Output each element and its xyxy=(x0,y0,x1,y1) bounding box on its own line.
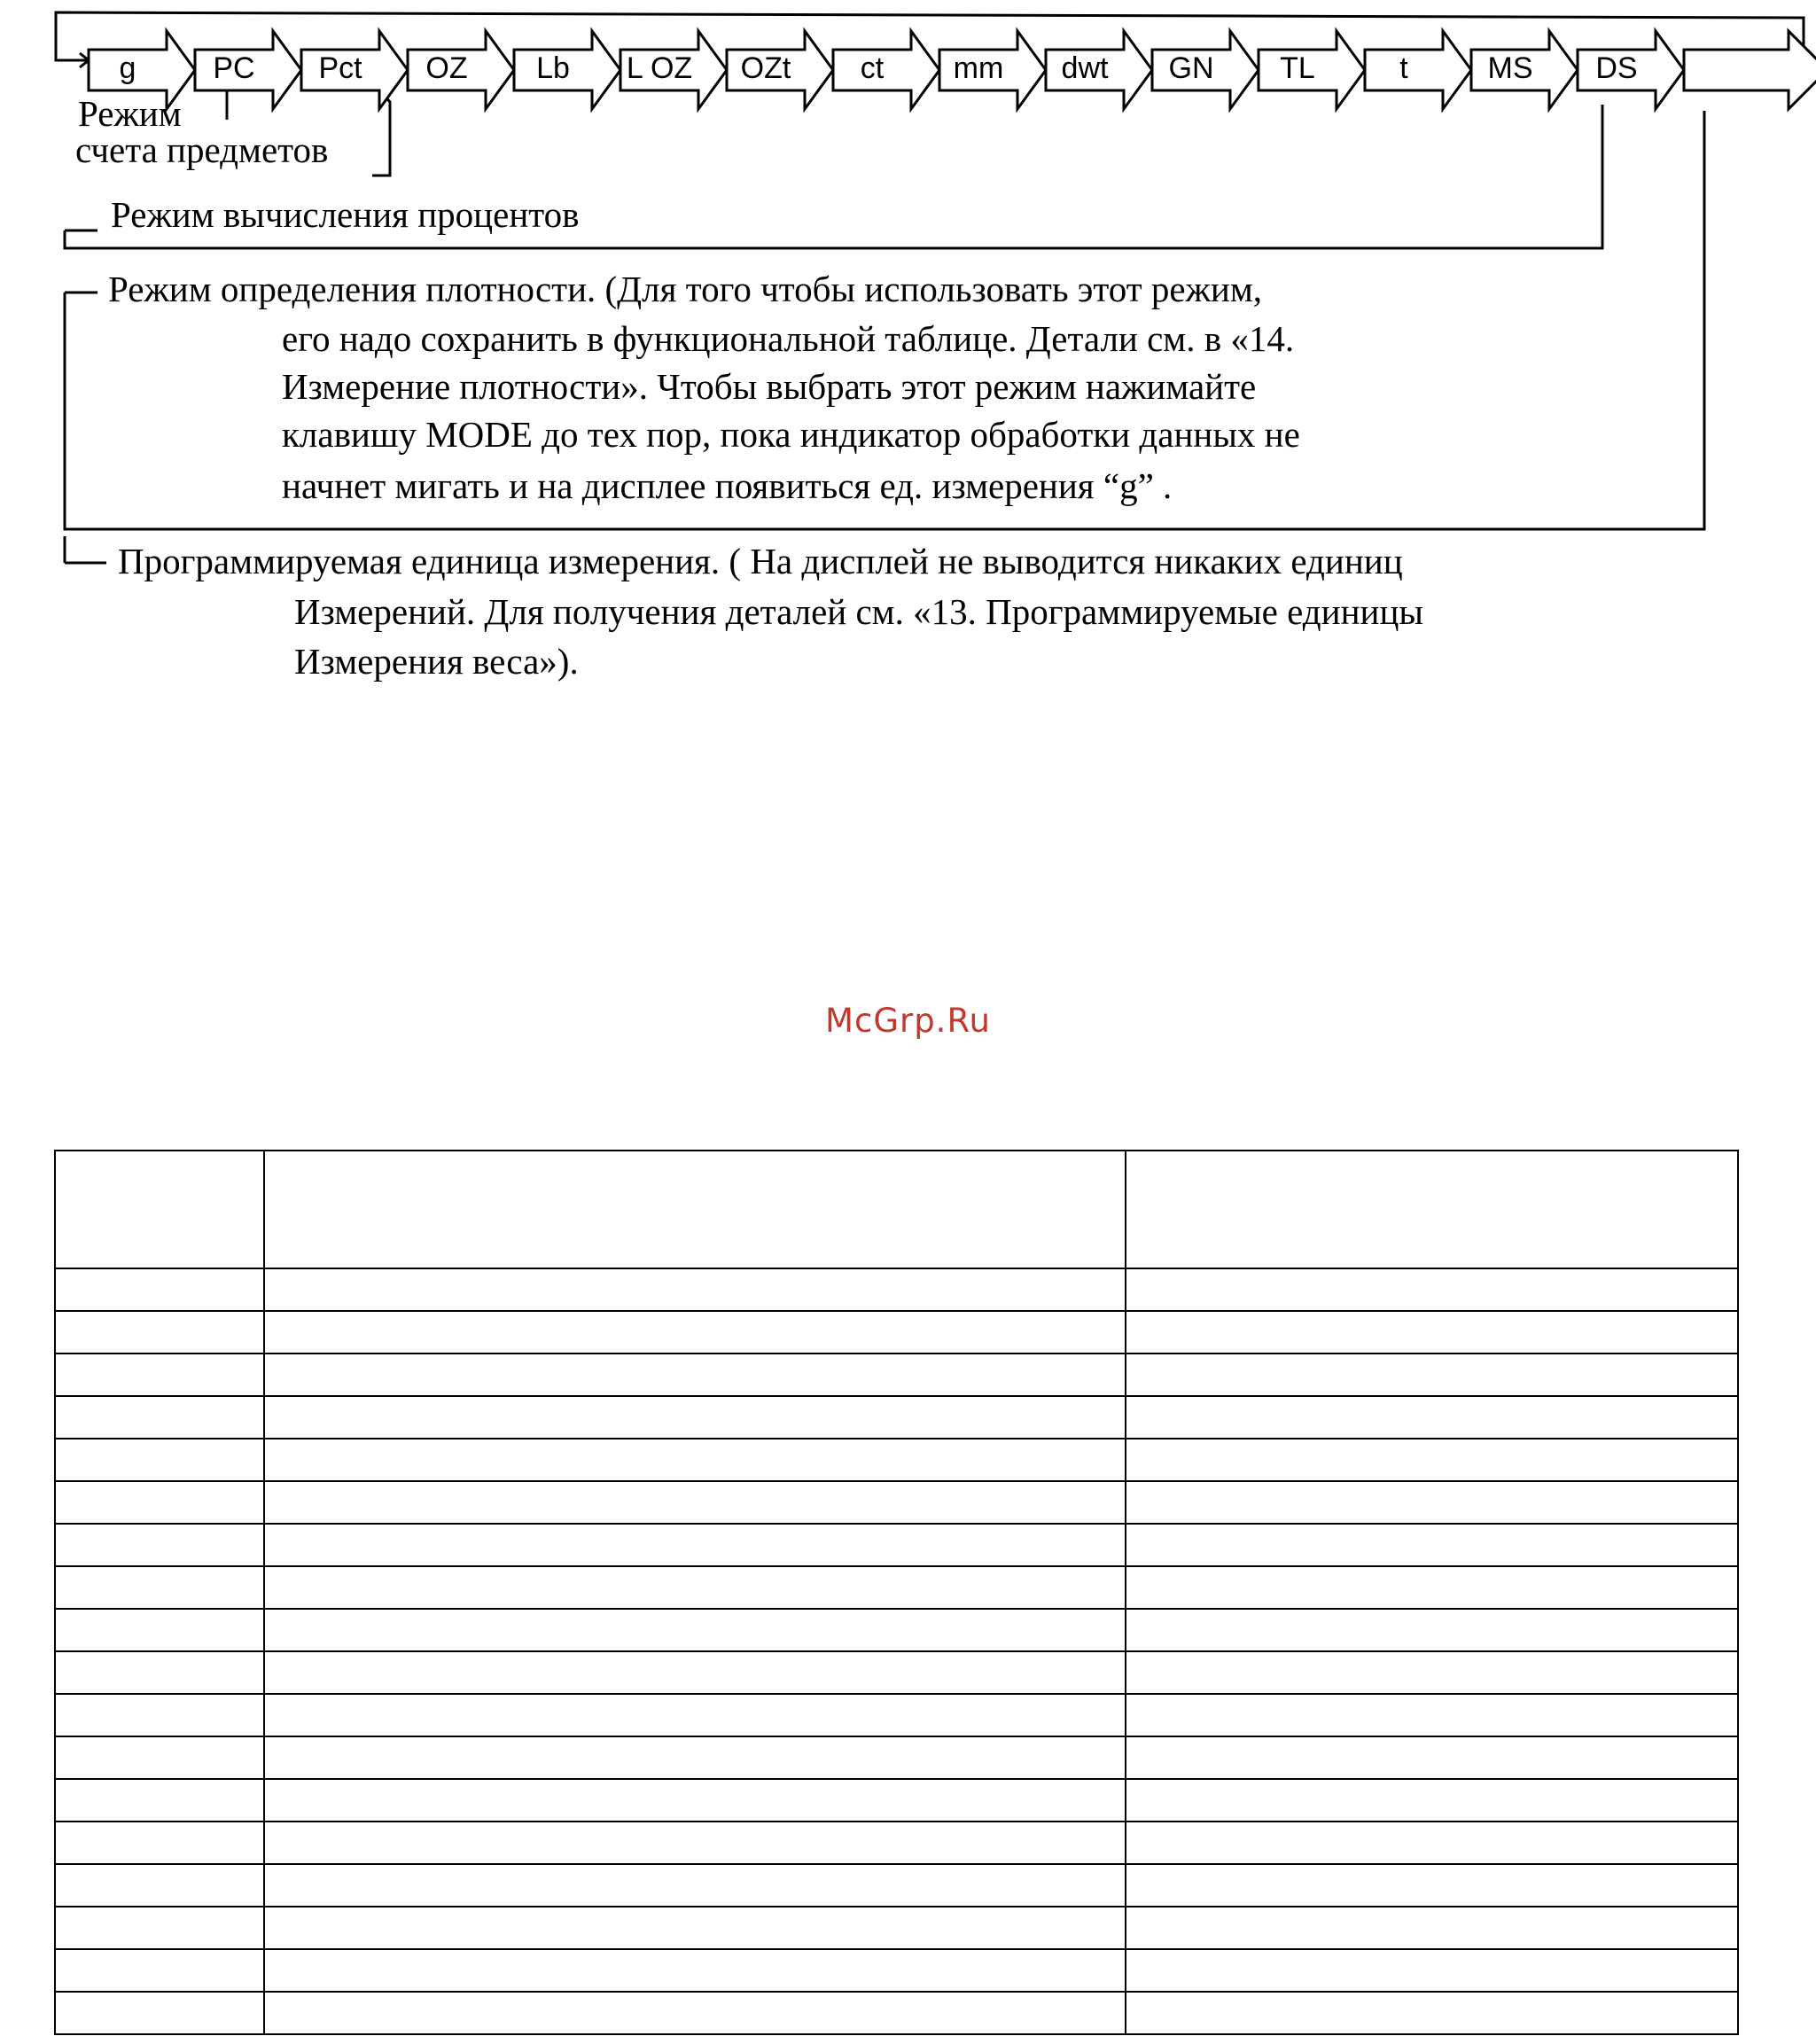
table-cell xyxy=(1126,1311,1738,1354)
table-row xyxy=(55,1311,1738,1354)
unit-label: OZt xyxy=(740,51,791,85)
programmable-unit-line2: Измерений. Для получения деталей см. «13. Программируемые единицы xyxy=(294,591,1423,632)
table-cell xyxy=(55,1822,264,1864)
table-row xyxy=(55,1524,1738,1566)
unit-label: L OZ xyxy=(626,51,693,85)
density-mode-line2: его надо сохранить в функциональной таблице. Детали см. в «14. xyxy=(282,318,1295,359)
unit-label: PC xyxy=(213,51,255,85)
table-cell xyxy=(1126,1151,1738,1268)
table-row xyxy=(55,1566,1738,1609)
table-cell xyxy=(55,1864,264,1907)
programmable-unit-line1: Программируемая единица измерения. ( На дисплей не выводится никаких единиц xyxy=(118,541,1403,581)
table-cell xyxy=(55,1311,264,1354)
table-row xyxy=(55,1822,1738,1864)
table-row xyxy=(55,1268,1738,1311)
table-cell xyxy=(55,1992,264,2034)
blank-table xyxy=(54,1150,1737,2035)
table-cell xyxy=(1126,1907,1738,1949)
table-cell xyxy=(55,1694,264,1736)
table-row xyxy=(55,1694,1738,1736)
unit-label: OZ xyxy=(425,51,468,85)
percent-mode-label: Режим вычисления процентов xyxy=(111,194,580,235)
table-cell xyxy=(1126,1736,1738,1779)
table-cell xyxy=(1126,1949,1738,1992)
table-row xyxy=(55,1992,1738,2034)
table-cell xyxy=(264,1609,1126,1651)
table-cell xyxy=(1126,1396,1738,1439)
unit-arrow xyxy=(833,31,939,109)
table-cell xyxy=(55,1439,264,1481)
table-cell xyxy=(1126,1268,1738,1311)
unit-label: t xyxy=(1399,51,1408,85)
table-cell xyxy=(264,1949,1126,1992)
table-cell xyxy=(55,1151,264,1268)
table-row xyxy=(55,1481,1738,1524)
table-row xyxy=(55,1609,1738,1651)
table-cell xyxy=(264,1694,1126,1736)
table-cell xyxy=(264,1481,1126,1524)
unit-arrow xyxy=(1365,31,1471,109)
table-row xyxy=(55,1736,1738,1779)
table-row xyxy=(55,1439,1738,1481)
table-cell xyxy=(264,1907,1126,1949)
watermark: McGrp.Ru xyxy=(825,1002,991,1040)
table-cell xyxy=(55,1949,264,1992)
table-cell xyxy=(55,1354,264,1396)
table-cell xyxy=(264,1566,1126,1609)
table-cell xyxy=(264,1779,1126,1822)
table-cell xyxy=(55,1566,264,1609)
unit-mode-diagram xyxy=(0,0,1816,709)
table-row xyxy=(55,1396,1738,1439)
density-mode-line3: Измерение плотности». Чтобы выбрать этот режим нажимайте xyxy=(282,366,1257,407)
table-cell xyxy=(55,1907,264,1949)
table-cell xyxy=(1126,1864,1738,1907)
table-cell xyxy=(1126,1651,1738,1694)
table-cell xyxy=(1126,1992,1738,2034)
count-mode-label-line1: Режим xyxy=(78,93,182,134)
unit-arrow-chain xyxy=(89,31,1816,109)
unit-label: Pct xyxy=(318,51,362,85)
table-cell xyxy=(1126,1354,1738,1396)
table-cell xyxy=(1126,1609,1738,1651)
table-cell xyxy=(264,1268,1126,1311)
density-mode-line4: клавишу MODE до тех пор, пока индикатор обработки данных не xyxy=(282,414,1300,455)
table-cell xyxy=(55,1396,264,1439)
unit-label: g xyxy=(119,51,136,85)
table-cell xyxy=(1126,1566,1738,1609)
unit-arrow xyxy=(1684,31,1816,109)
table-cell xyxy=(264,1736,1126,1779)
unit-label: mm xyxy=(953,51,1004,85)
table-cell xyxy=(1126,1779,1738,1822)
unit-label: DS xyxy=(1595,51,1638,85)
table-row xyxy=(55,1864,1738,1907)
table-row xyxy=(55,1779,1738,1822)
table-cell xyxy=(264,1439,1126,1481)
table-cell xyxy=(55,1481,264,1524)
density-mode-line1: Режим определения плотности. (Для того чтобы использовать этот режим, xyxy=(108,269,1263,309)
table-cell xyxy=(55,1524,264,1566)
table-cell xyxy=(264,1822,1126,1864)
table-row xyxy=(55,1949,1738,1992)
table-cell xyxy=(264,1151,1126,1268)
table-row xyxy=(55,1354,1738,1396)
table-cell xyxy=(1126,1694,1738,1736)
table-cell xyxy=(1126,1481,1738,1524)
table-cell xyxy=(55,1779,264,1822)
table-cell xyxy=(264,1864,1126,1907)
table-cell xyxy=(1126,1822,1738,1864)
unit-label: Lb xyxy=(536,51,570,85)
table-cell xyxy=(264,1311,1126,1354)
programmable-unit-line3: Измерения веса»). xyxy=(294,641,579,682)
table-cell xyxy=(55,1736,264,1779)
table-cell xyxy=(264,1396,1126,1439)
table-cell xyxy=(55,1268,264,1311)
table-cell xyxy=(264,1524,1126,1566)
unit-label: dwt xyxy=(1061,51,1109,85)
table-row xyxy=(55,1651,1738,1694)
table-cell xyxy=(55,1609,264,1651)
table-header-row xyxy=(55,1151,1738,1268)
unit-label: ct xyxy=(860,51,885,85)
unit-label: MS xyxy=(1487,51,1533,85)
count-mode-label-line2: счета предметов xyxy=(75,129,329,170)
table-cell xyxy=(1126,1439,1738,1481)
table-cell xyxy=(55,1651,264,1694)
unit-label: GN xyxy=(1168,51,1214,85)
unit-label: TL xyxy=(1280,51,1315,85)
table-cell xyxy=(264,1651,1126,1694)
table-cell xyxy=(264,1992,1126,2034)
table-cell xyxy=(1126,1524,1738,1566)
density-mode-line5: начнет мигать и на дисплее появиться ед. измерения “g” . xyxy=(282,465,1173,506)
table-cell xyxy=(264,1354,1126,1396)
table-row xyxy=(55,1907,1738,1949)
